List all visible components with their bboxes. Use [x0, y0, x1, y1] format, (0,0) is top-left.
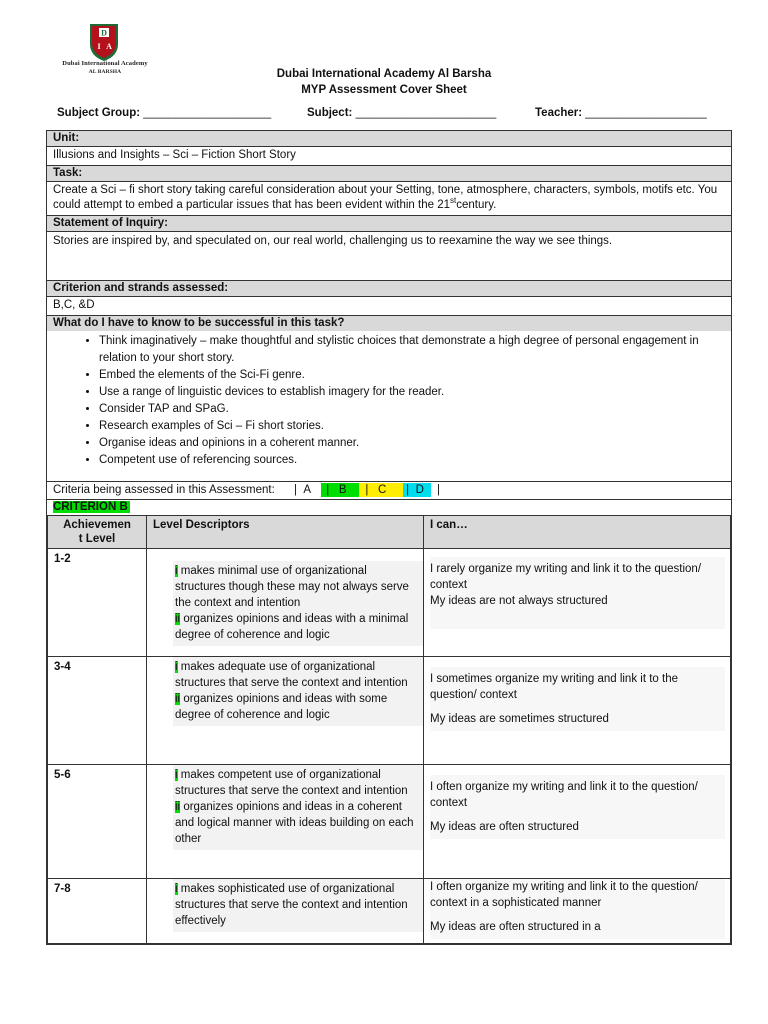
criteria-assessed-label: Criteria being assessed in this Assessment: [53, 484, 275, 496]
level-cell: 7-8 [48, 879, 147, 944]
sheet-title: MYP Assessment Cover Sheet [301, 84, 467, 96]
criteria-assessed-row: Criteria being assessed in this Assessment: | A | B | C | D | [47, 481, 731, 499]
task-label: Task: [47, 165, 731, 181]
criterion-c-box: | C [359, 483, 403, 497]
table-row [48, 549, 731, 657]
column-header-ican: I can… [424, 516, 731, 549]
criterion-strands-label: Criterion and strands assessed: [47, 280, 731, 296]
school-name-small: Dubai International Academy AL BARSHA [62, 60, 148, 75]
ican-cell: I often organize my writing and link it to the question/ context My ideas are often structured [424, 765, 731, 879]
list-item: • Embed the elements of the Sci-Fi genre. [99, 367, 731, 384]
inquiry-label: Statement of Inquiry: [47, 215, 731, 231]
descriptor-cell: i makes sophisticated use of organizational structures that serve the context and intention effectively [147, 879, 424, 944]
list-item: • Organise ideas and opinions in a coherent manner. [99, 435, 731, 452]
list-item: • Use a range of linguistic devices to establish imagery for the reader. [99, 384, 731, 401]
assessment-form [46, 130, 732, 945]
column-header-level: Achievemen t Level [48, 516, 147, 549]
ican-cell: I sometimes organize my writing and link it to the question/ context My ideas are sometimes structured [424, 657, 731, 765]
table-row [48, 879, 731, 944]
descriptor-cell: i makes competent use of organizational structures that serve the context and intention ii organizes opinions and ideas in a coherent and logical manner with ideas building on each other [147, 765, 424, 879]
document-title [200, 66, 568, 98]
task-text: Create a Sci – fi short story taking careful consideration about your Setting, tone, atmosphere, characters, symbols, motifs etc. You could attempt to embed a particular issues that has been evident within the 21stcentury. [47, 181, 731, 215]
logo-letter-d: D [101, 28, 107, 38]
inquiry-text: Stories are inspired by, and speculated on, our real world, challenging us to reexamine the way we see things. [47, 231, 731, 280]
logo-letter-a: A [106, 42, 112, 51]
level-cell: 1-2 [48, 549, 147, 657]
unit-label: Unit: [47, 131, 731, 146]
criterion-a: A [303, 484, 312, 496]
level-cell: 5-6 [48, 765, 147, 879]
descriptor-cell: i makes adequate use of organizational structures that serve the context and intention ii organizes opinions and ideas with some degree of coherence and logic [147, 657, 424, 765]
teacher-field[interactable]: Teacher: ___________________ [535, 107, 707, 119]
criterion-title: CRITERION B [47, 499, 731, 515]
success-label: What do I have to know to be successful in this task? [47, 315, 731, 331]
ican-cell: I rarely organize my writing and link it to the question/ context My ideas are not always structured [424, 549, 731, 657]
unit-value: Illusions and Insights – Sci – Fiction Short Story [47, 146, 731, 165]
criterion-strands-value: B,C, &D [47, 296, 731, 315]
descriptors-table [47, 515, 731, 944]
ican-cell: I often organize my writing and link it to the question/ context in a sophisticated manner My ideas are often structured in a [424, 879, 731, 944]
logo-letter-i: I [97, 42, 101, 51]
school-name: Dubai International Academy Al Barsha [276, 68, 492, 80]
descriptor-cell: i makes minimal use of organizational structures though these may not always serve the context and intention ii organizes opinions and ideas with a minimal degree of coherence and logic [147, 549, 424, 657]
success-list [47, 333, 731, 469]
column-header-descriptors: Level Descriptors [147, 516, 424, 549]
list-item: • Think imaginatively – make thoughtful and stylistic choices that demonstrate a high degree of personal engagement in relation to your short story. [99, 333, 731, 367]
table-row [48, 657, 731, 765]
subject-field[interactable]: Subject: ______________________ [307, 107, 497, 119]
list-item: • Research examples of Sci – Fi short stories. [99, 418, 731, 435]
table-header-row [48, 516, 731, 549]
subject-group-field[interactable]: Subject Group: ____________________ [57, 107, 272, 119]
table-row [48, 765, 731, 879]
level-cell: 3-4 [48, 657, 147, 765]
criterion-b-box: | B [321, 483, 359, 497]
list-item: • Consider TAP and SPaG. [99, 401, 731, 418]
list-item: • Competent use of referencing sources. [99, 452, 731, 469]
criterion-d-box: | D [403, 483, 431, 497]
school-logo [88, 22, 120, 62]
